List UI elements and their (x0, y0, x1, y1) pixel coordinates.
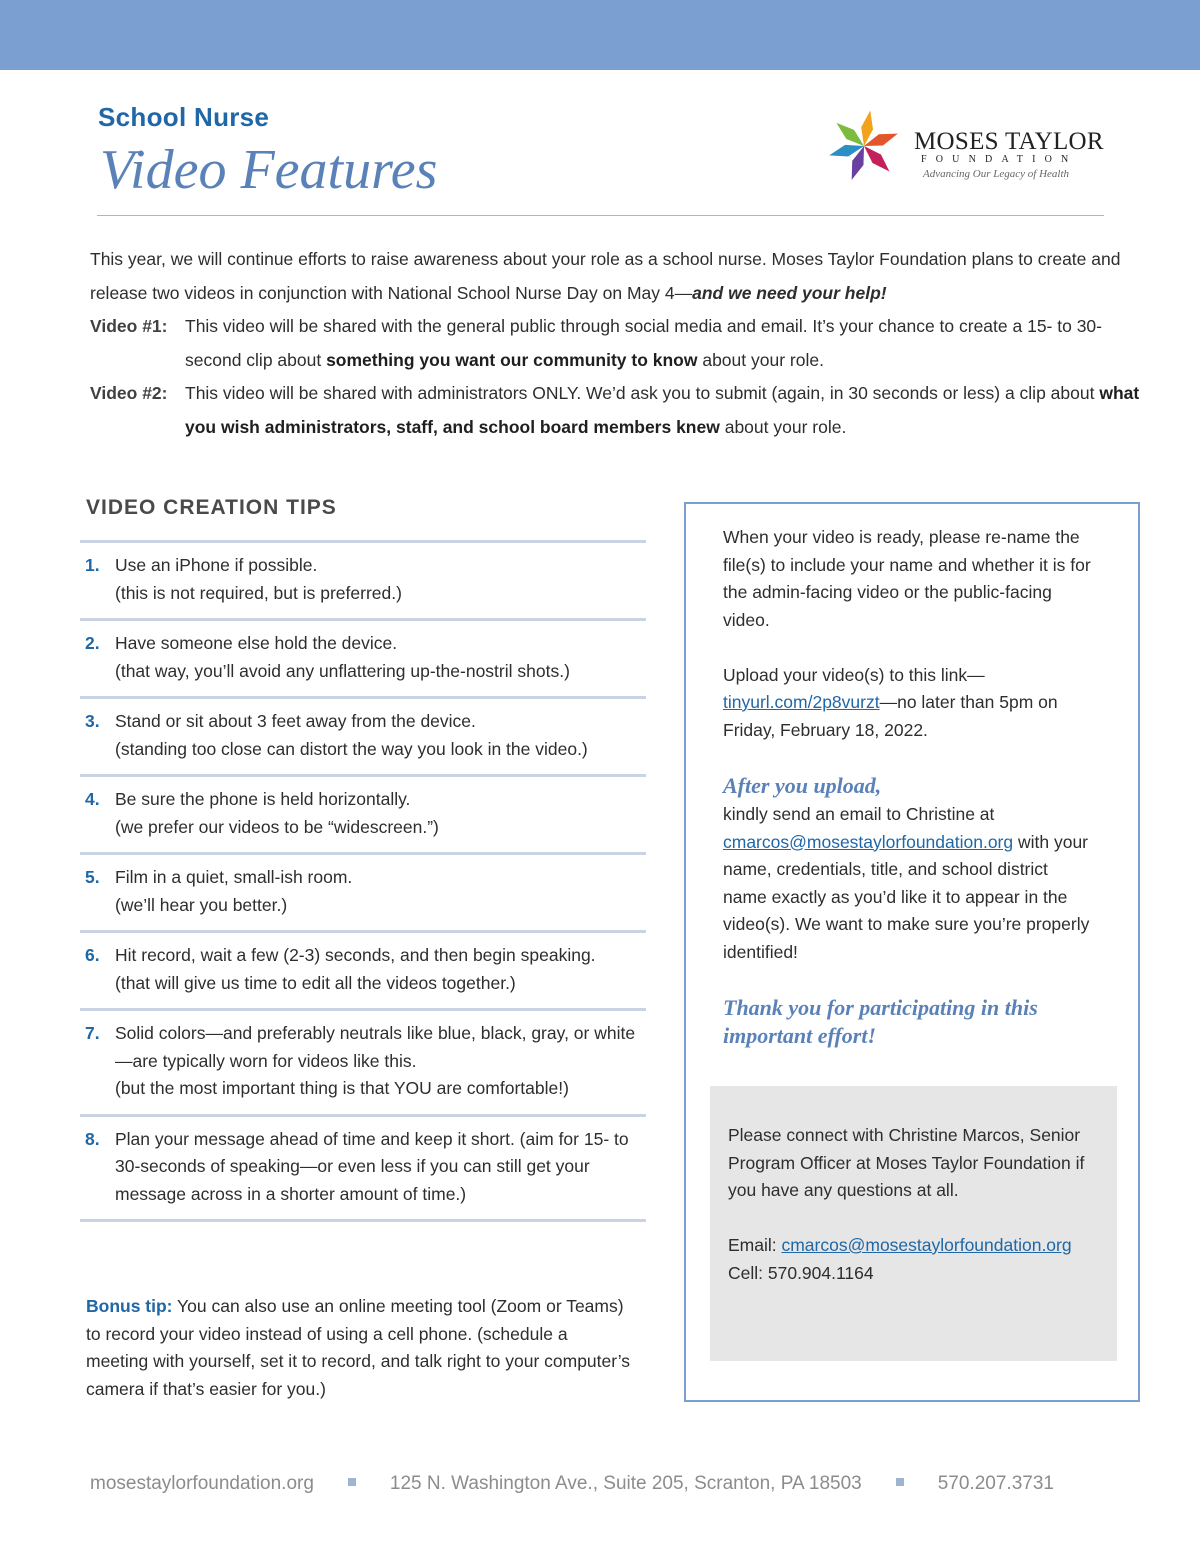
tip-line: Use an iPhone if possible. (115, 555, 318, 575)
tip-item (80, 930, 646, 1008)
page-title: Video Features (100, 139, 438, 201)
tips-heading: VIDEO CREATION TIPS (86, 496, 337, 519)
tips-list (80, 540, 646, 1222)
page-kicker: School Nurse (98, 102, 270, 132)
tip-note: (that will give us time to edit all the videos together.) (115, 972, 516, 993)
thank-you-message: Thank you for participating in this important effort! (723, 994, 1038, 1048)
after-upload-section (723, 772, 1093, 967)
rename-instructions: When your video is ready, please re-name the file(s) to include your name and whether it is for the admin-facing video or the public-facing video. (723, 527, 1091, 630)
intro-section (90, 243, 1150, 444)
tip-item (80, 852, 646, 930)
tip-line: Be sure the phone is held horizontally. (115, 789, 411, 809)
tip-number: 7. (85, 1023, 100, 1043)
after-upload-text: kindly send an email to Christine at (723, 804, 995, 824)
video1-text-end: about your role. (697, 349, 824, 370)
tip-item (80, 540, 646, 618)
bonus-label: Bonus tip: (86, 1296, 173, 1316)
contact-box (710, 1086, 1117, 1361)
tip-line: Hit record, wait a few (2-3) seconds, and then begin speaking. (115, 945, 596, 965)
video1-description (90, 310, 1150, 377)
intro-emphasis: and we need your help! (692, 282, 887, 303)
contact-text: Please connect with Christine Marcos, Senior Program Officer at Moses Taylor Foundation if you have any questions at all. (728, 1125, 1085, 1200)
top-banner (0, 0, 1200, 70)
after-upload-text-end: with your name, credentials, title, and school district name exactly as you’d like it to appear in the video(s). We want to make sure you’re properly identified! (723, 831, 1090, 962)
logo-tagline: Advancing Our Legacy of Health (923, 168, 1070, 180)
tip-line: Have someone else hold the device. (115, 633, 398, 653)
tip-note: (standing too close can distort the way you look in the video.) (115, 738, 588, 759)
video1-bold: something you want our community to know (326, 349, 698, 370)
tip-item (80, 696, 646, 774)
video2-bold: what you wish administrators, staff, and school board members knew (185, 383, 1140, 437)
video2-text: This video will be shared with administrators ONLY. We’d ask you to submit (again, in 30 seconds or less) a clip about (185, 383, 1100, 403)
bonus-tip (86, 1293, 631, 1403)
tip-line: Plan your message ahead of time and keep it short. (aim for 15- to 30-seconds of speaking—or even less if you can still get your message across in a shorter amount of time.) (115, 1128, 629, 1204)
footer-phone: 570.207.3731 (937, 1473, 1054, 1494)
tip-line: Stand or sit about 3 feet away from the device. (115, 711, 476, 731)
moses-taylor-logo (826, 106, 1104, 186)
tip-number: 2. (85, 633, 100, 653)
header-divider (97, 215, 1104, 216)
tip-number: 5. (85, 867, 100, 887)
logo-name: MOSES TAYLOR (914, 128, 1104, 155)
tip-note: (but the most important thing is that YOU are comfortable!) (115, 1078, 569, 1098)
bonus-text: You can also use an online meeting tool (Zoom or Teams) to record your video instead of using a cell phone. (schedule a meeting with yourself, set it to record, and talk right to your computer’s camera if that’s easier for you.) (86, 1296, 631, 1399)
submission-info (723, 524, 1093, 1050)
tip-line: Solid colors—and preferably neutrals like blue, black, gray, or white—are typically worn for videos like this. (115, 1023, 636, 1071)
tip-note: (we’ll hear you better.) (115, 894, 288, 915)
upload-link[interactable]: tinyurl.com/2p8vurzt (723, 692, 880, 712)
tip-number: 8. (85, 1128, 100, 1149)
video2-label: Video #2: (90, 383, 168, 403)
intro-paragraph (90, 243, 1150, 310)
logo-foundation: FOUNDATION (921, 154, 1078, 165)
contact-email-link[interactable]: cmarcos@mosestaylorfoundation.org (781, 1235, 1072, 1255)
intro-text: This year, we will continue efforts to raise awareness about your role as a school nurse. Moses Taylor Foundation plans to create and release two videos in conjunction with National School Nurse Day on May 4— (90, 249, 1121, 303)
tip-number: 4. (85, 789, 100, 809)
tip-item (80, 1008, 646, 1114)
tip-line: Film in a quiet, small-ish room. (115, 867, 353, 887)
footer-website[interactable]: mosestaylorfoundation.org (90, 1473, 314, 1494)
video2-text-end: about your role. (719, 416, 847, 437)
separator-square-icon (348, 1478, 356, 1486)
star-flower-icon (826, 106, 906, 186)
tip-number: 3. (85, 711, 100, 731)
tip-item (80, 1114, 646, 1223)
tip-note: (this is not required, but is preferred.) (115, 582, 402, 603)
video2-description (90, 377, 1150, 444)
email-link[interactable]: cmarcos@mosestaylorfoundation.org (723, 831, 1014, 852)
tip-note: (we prefer our videos to be “widescreen.”) (115, 816, 439, 837)
email-label: Email: (728, 1235, 782, 1255)
contact-cell: Cell: 570.904.1164 (728, 1262, 874, 1283)
upload-text: Upload your video(s) to this link— (723, 664, 985, 685)
contact-email-row (728, 1232, 1099, 1260)
separator-square-icon (896, 1478, 904, 1486)
tip-note: (that way, you’ll avoid any unflattering up-the-nostril shots.) (115, 660, 570, 681)
video1-text: This video will be shared with the general public through social media and email. It’s your chance to create a 15- to 30-second clip about (185, 316, 1102, 370)
footer-address: 125 N. Washington Ave., Suite 205, Scranton, PA 18503 (389, 1473, 862, 1494)
tip-item (80, 618, 646, 696)
upload-instructions (723, 662, 1093, 745)
after-upload-heading: After you upload, (723, 772, 882, 798)
tip-item (80, 774, 646, 852)
footer (90, 1473, 1054, 1495)
deadline-text: —no later than 5pm on Friday, February 18, 2022. (723, 692, 1058, 740)
video1-label: Video #1: (90, 316, 168, 336)
tip-number: 1. (85, 555, 100, 575)
tip-number: 6. (85, 945, 100, 965)
